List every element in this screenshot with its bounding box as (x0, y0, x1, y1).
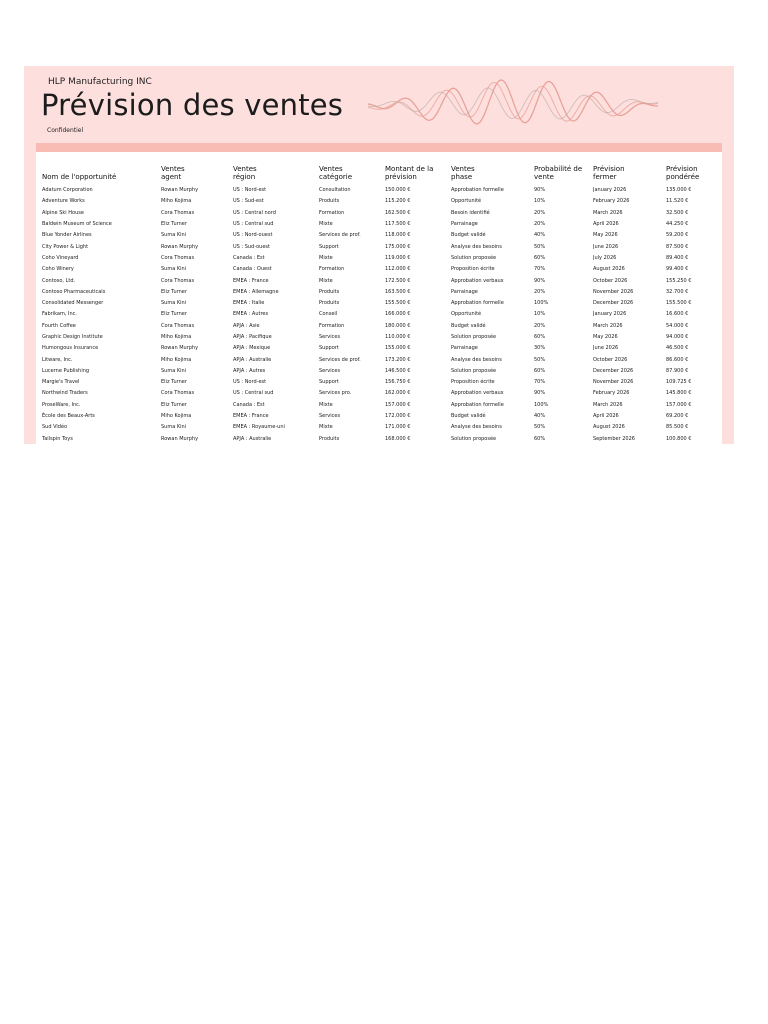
cell-sales-category: Produits (319, 435, 340, 442)
cell-sale-probability: 50% (534, 424, 546, 431)
cell-sales-category: Services pro. (319, 390, 352, 397)
cell-sales-category: Services de prof. (319, 356, 361, 363)
cell-sales-phase: Proposition écrite (451, 266, 495, 273)
cell-weighted-forecast: 69.200 € (666, 413, 689, 420)
cell-sales-region: APJA : Pacifique (233, 334, 272, 340)
cell-sales-phase: Analyse des besoins (451, 243, 502, 250)
table-row (42, 309, 717, 320)
cell-forecast-close: November 2026 (593, 288, 634, 295)
cell-sale-probability: 20% (534, 288, 546, 295)
cell-sales-category: Consultation (319, 187, 351, 194)
cell-weighted-forecast: 155.250 € (666, 277, 692, 284)
cell-sales-region: US : Sud-est (233, 198, 264, 205)
cell-opportunity-name: Fabrikam, Inc. (42, 311, 78, 318)
cell-forecast-close: November 2026 (593, 379, 634, 386)
cell-sales-region: US : Nord-ouest (233, 232, 273, 239)
cell-sales-region: Canada : Est (233, 401, 265, 408)
cell-forecast-close: May 2026 (593, 232, 618, 239)
cell-sales-agent: Cora Thomas (161, 209, 195, 216)
cell-forecast-close: March 2026 (593, 209, 623, 216)
cell-forecast-amount: 117.500 € (385, 221, 411, 228)
column-header-line: pondérée (666, 172, 700, 181)
cell-forecast-amount: 157.000 € (385, 401, 411, 408)
cell-sales-phase: Opportunité (451, 198, 482, 205)
cell-sales-phase: Approbation formelle (451, 300, 504, 307)
cell-forecast-close: March 2026 (593, 322, 623, 329)
column-header-line: phase (451, 172, 473, 181)
cell-sale-probability: 60% (534, 334, 546, 340)
cell-sales-phase: Approbation formelle (451, 187, 504, 194)
cell-opportunity-name: Adatum Corporation (42, 187, 93, 194)
cell-sales-phase: Parrainage (451, 221, 478, 228)
cell-weighted-forecast: 155.500 € (666, 300, 692, 307)
cell-sales-region: EMEA : Allemagne (233, 288, 279, 295)
cell-forecast-amount: 168.000 € (385, 435, 411, 442)
table-row (42, 343, 717, 354)
cell-sales-agent: Rowan Murphy (161, 435, 199, 442)
cell-weighted-forecast: 46.500 € (666, 345, 689, 352)
cell-forecast-close: February 2026 (593, 390, 630, 397)
cell-opportunity-name: Litware, Inc. (42, 356, 73, 363)
cell-opportunity-name: City Power & Light (42, 243, 89, 250)
cell-weighted-forecast: 135.000 € (666, 187, 692, 194)
cell-sales-agent: Miho Kojima (161, 198, 192, 205)
cell-sales-agent: Cora Thomas (161, 322, 195, 329)
cell-opportunity-name: Baldwin Museum of Science (42, 221, 112, 228)
cell-weighted-forecast: 54.000 € (666, 322, 689, 329)
cell-weighted-forecast: 16.600 € (666, 311, 689, 318)
cell-forecast-amount: 166.000 € (385, 311, 411, 318)
table-row (42, 230, 717, 241)
cell-sales-agent: Rowan Murphy (161, 345, 199, 352)
table-row (42, 411, 717, 422)
column-header-line: région (233, 172, 256, 181)
cell-forecast-close: July 2026 (593, 254, 617, 261)
column-header-forecast-amount (385, 159, 451, 185)
table-row (42, 377, 717, 388)
column-header-line: fermer (593, 172, 617, 181)
cell-forecast-amount: 112.000 € (385, 266, 411, 273)
cell-sales-category: Formation (319, 322, 345, 329)
cell-opportunity-name: École des Beaux-Arts (42, 413, 95, 420)
cell-sales-agent: Eliz Turner (161, 401, 187, 408)
cell-sales-agent: Cora Thomas (161, 254, 195, 261)
column-header-sales-region (233, 159, 319, 185)
cell-forecast-amount: 118.000 € (385, 232, 411, 239)
cell-opportunity-name: Blue Yonder Airlines (42, 232, 92, 239)
cell-opportunity-name: Coho Winery (42, 266, 74, 273)
cell-weighted-forecast: 89.400 € (666, 254, 689, 261)
column-header-line: Prévision (666, 165, 698, 173)
cell-opportunity-name: Coho Vineyard (42, 254, 79, 261)
cell-forecast-close: January 2026 (593, 311, 627, 318)
cell-forecast-amount: 171.000 € (385, 424, 411, 431)
cell-sales-phase: Budget validé (451, 413, 486, 420)
cell-forecast-amount: 150.000 € (385, 187, 411, 194)
cell-sales-phase: Solution proposée (451, 367, 497, 374)
cell-sales-region: EMEA : Royaume-uni (233, 424, 285, 431)
cell-weighted-forecast: 86.600 € (666, 356, 689, 363)
cell-sales-region: US : Central sud (233, 221, 274, 228)
cell-sales-agent: Miho Kojima (161, 334, 192, 340)
cell-forecast-close: June 2026 (593, 345, 619, 352)
cell-forecast-amount: 172.000 € (385, 413, 411, 420)
cell-weighted-forecast: 100.800 € (666, 435, 692, 442)
cell-sales-region: EMEA : Italie (233, 300, 265, 307)
cell-sales-agent: Rowan Murphy (161, 187, 199, 194)
cell-opportunity-name: Lucerne Publishing (42, 367, 90, 374)
cell-sales-region: US : Central nord (233, 209, 276, 216)
table-row (42, 208, 717, 219)
cell-forecast-amount: 115.200 € (385, 198, 411, 205)
cell-weighted-forecast: 11.520 € (666, 198, 689, 205)
cell-sales-phase: Besoin identifié (451, 209, 490, 216)
cell-forecast-amount: 119.000 € (385, 254, 411, 261)
cell-sales-category: Services de prof. (319, 232, 361, 239)
cell-sales-agent: Cora Thomas (161, 277, 195, 284)
cell-opportunity-name: Graphic Design Institute (42, 334, 103, 340)
cell-sales-agent: Suma Kini (161, 232, 187, 239)
cell-sales-category: Conseil (319, 311, 338, 318)
cell-sale-probability: 10% (534, 198, 546, 205)
cell-weighted-forecast: 59.200 € (666, 232, 689, 239)
cell-sales-category: Produits (319, 288, 340, 295)
cell-sales-category: Support (319, 243, 339, 250)
cell-weighted-forecast: 85.500 € (666, 424, 689, 431)
column-header-sales-agent (161, 159, 233, 185)
cell-forecast-close: April 2026 (593, 221, 619, 228)
table-row (42, 354, 717, 365)
cell-sales-category: Mixte (319, 254, 333, 261)
cell-sales-category: Formation (319, 266, 345, 273)
cell-sales-phase: Budget validé (451, 322, 486, 329)
cell-opportunity-name: Consolidated Messenger (42, 300, 104, 307)
cell-sales-phase: Approbation verbaux (451, 390, 504, 397)
cell-opportunity-name: Alpine Ski House (42, 209, 84, 216)
cell-opportunity-name: Sud Vidéo (42, 424, 68, 431)
column-header-sales-phase (451, 159, 534, 185)
cell-sales-agent: Suma Kini (161, 300, 187, 307)
forecast-table (42, 159, 717, 445)
table-row (42, 275, 717, 286)
cell-sale-probability: 60% (534, 435, 546, 442)
cell-sales-phase: Parrainage (451, 345, 478, 352)
cell-forecast-amount: 146.500 € (385, 367, 411, 374)
column-header-line: catégorie (319, 172, 353, 181)
cell-forecast-close: August 2026 (593, 424, 625, 431)
table-row (42, 422, 717, 433)
cell-forecast-amount: 175.000 € (385, 243, 411, 250)
cell-forecast-amount: 172.500 € (385, 277, 411, 284)
cell-sales-category: Services (319, 413, 341, 420)
table-row (42, 388, 717, 399)
cell-weighted-forecast: 32.700 € (666, 288, 689, 295)
column-header-forecast-close (593, 159, 666, 185)
table-row (42, 321, 717, 332)
confidential-label: Confidentiel (47, 127, 84, 134)
table-row (42, 400, 717, 411)
cell-weighted-forecast: 87.500 € (666, 243, 689, 250)
table-row (42, 264, 717, 275)
cell-sales-agent: Eliz Turner (161, 221, 187, 228)
table-row (42, 241, 717, 252)
cell-sales-category: Mixte (319, 277, 333, 284)
cell-sales-phase: Solution proposée (451, 435, 497, 442)
cell-forecast-amount: 110.000 € (385, 334, 411, 340)
cell-sales-agent: Suma Kini (161, 266, 187, 273)
cell-sales-region: Canada : Ouest (233, 266, 272, 273)
table-row (42, 298, 717, 309)
cell-sales-category: Mixte (319, 221, 333, 228)
cell-opportunity-name: Tailspin Toys (42, 435, 73, 442)
cell-sales-category: Support (319, 379, 339, 386)
cell-sales-region: EMEA : France (233, 277, 269, 284)
cell-sale-probability: 100% (534, 300, 549, 307)
cell-sales-category: Formation (319, 209, 345, 216)
column-header-line: Montant de la (385, 165, 434, 173)
cell-opportunity-name: Humongous Insurance (42, 345, 99, 352)
cell-forecast-amount: 155.000 € (385, 345, 411, 352)
cell-weighted-forecast: 94.000 € (666, 334, 689, 340)
cell-weighted-forecast: 99.400 € (666, 266, 689, 273)
table-header-row (42, 159, 717, 185)
cell-sales-category: Services (319, 334, 341, 340)
cell-forecast-close: October 2026 (593, 277, 628, 284)
table-row (42, 434, 717, 445)
cell-forecast-amount: 162.000 € (385, 390, 411, 397)
column-header-line: Ventes (319, 165, 343, 173)
cell-forecast-close: September 2026 (593, 435, 635, 442)
cell-forecast-close: April 2026 (593, 413, 619, 420)
cell-sale-probability: 20% (534, 209, 546, 216)
cell-sales-phase: Budget validé (451, 232, 486, 239)
cell-weighted-forecast: 157.000 € (666, 401, 692, 408)
cell-sales-region: APJA : Asie (233, 322, 260, 329)
column-header-line: vente (534, 172, 554, 181)
cell-sale-probability: 70% (534, 266, 546, 273)
cell-weighted-forecast: 87.900 € (666, 367, 689, 374)
cell-sales-category: Support (319, 345, 339, 352)
page-title: Prévision des ventes (41, 88, 344, 122)
cell-forecast-close: August 2026 (593, 266, 625, 273)
column-header-line: Probabilité de (534, 165, 583, 173)
column-header-sale-probability (534, 159, 593, 185)
cell-sales-agent: Eliz Turner (161, 379, 187, 386)
forecast-table-container (36, 152, 722, 444)
cell-sale-probability: 40% (534, 413, 546, 420)
cell-sale-probability: 90% (534, 277, 546, 284)
table-body (42, 185, 717, 445)
column-header-line: Ventes (451, 165, 475, 173)
table-row (42, 287, 717, 298)
cell-sales-phase: Proposition écrite (451, 379, 495, 386)
cell-sales-region: APJA : Autres (233, 367, 266, 374)
cell-sales-agent: Miho Kojima (161, 356, 192, 363)
cell-sale-probability: 30% (534, 345, 546, 352)
cell-sales-region: APJA : Australie (233, 356, 272, 363)
cell-sales-category: Services (319, 367, 341, 374)
cell-forecast-amount: 180.000 € (385, 322, 411, 329)
cell-sales-phase: Analyse des besoins (451, 356, 502, 363)
column-header-line: Prévision (593, 165, 625, 173)
column-header-sales-category (319, 159, 385, 185)
cell-sales-agent: Eliz Turner (161, 288, 187, 295)
cell-opportunity-name: ProseWare, Inc. (42, 401, 81, 408)
cell-forecast-amount: 155.500 € (385, 300, 411, 307)
cell-sale-probability: 40% (534, 232, 546, 239)
cell-sales-region: US : Central sud (233, 390, 274, 397)
cell-sale-probability: 60% (534, 367, 546, 374)
cell-sales-agent: Suma Kini (161, 424, 187, 431)
cell-sale-probability: 20% (534, 221, 546, 228)
cell-forecast-amount: 156.750 € (385, 379, 411, 386)
column-header-line: agent (161, 172, 182, 181)
table-row (42, 253, 717, 264)
cell-forecast-close: December 2026 (593, 300, 634, 307)
table-row (42, 332, 717, 343)
cell-sales-phase: Analyse des besoins (451, 424, 502, 431)
cell-sales-region: APJA : Mexique (233, 345, 271, 352)
cell-sale-probability: 50% (534, 243, 546, 250)
column-header-opportunity-name (42, 159, 161, 185)
cell-sale-probability: 10% (534, 311, 546, 318)
cell-sales-phase: Solution proposée (451, 334, 497, 340)
header-band (36, 143, 722, 152)
cell-forecast-close: January 2026 (593, 187, 627, 194)
cell-sales-region: EMEA : Autres (233, 311, 269, 318)
decorative-waves-graphic (368, 70, 658, 132)
cell-sales-phase: Approbation verbaux (451, 277, 504, 284)
cell-forecast-close: December 2026 (593, 367, 634, 374)
cell-forecast-close: March 2026 (593, 401, 623, 408)
cell-sale-probability: 70% (534, 379, 546, 386)
cell-sale-probability: 90% (534, 390, 546, 397)
cell-sales-agent: Suma Kini (161, 367, 187, 374)
cell-sales-region: US : Sud-ouest (233, 243, 270, 250)
cell-sales-region: US : Nord-est (233, 187, 267, 194)
forecast-sheet (24, 66, 734, 444)
table-row (42, 185, 717, 196)
cell-sales-phase: Solution proposée (451, 254, 497, 261)
cell-opportunity-name: Fourth Coffee (42, 322, 76, 329)
cell-weighted-forecast: 145.800 € (666, 390, 692, 397)
cell-sale-probability: 20% (534, 322, 546, 329)
cell-opportunity-name: Contoso Pharmaceuticals (42, 288, 106, 295)
column-header-line: Nom de l'opportunité (42, 172, 117, 181)
cell-forecast-amount: 163.500 € (385, 288, 411, 295)
cell-weighted-forecast: 44.250 € (666, 221, 689, 228)
cell-weighted-forecast: 32.500 € (666, 209, 689, 216)
cell-sale-probability: 100% (534, 401, 549, 408)
cell-sales-agent: Miho Kojima (161, 413, 192, 420)
cell-forecast-amount: 173.200 € (385, 356, 411, 363)
cell-sales-region: APJA : Australie (233, 435, 272, 442)
cell-forecast-close: May 2026 (593, 334, 618, 340)
cell-sales-agent: Rowan Murphy (161, 243, 199, 250)
cell-sales-category: Produits (319, 198, 340, 205)
cell-sales-phase: Parrainage (451, 288, 478, 295)
cell-sales-phase: Approbation formelle (451, 401, 504, 408)
cell-opportunity-name: Adventure Works (42, 198, 85, 205)
cell-forecast-close: October 2026 (593, 356, 628, 363)
table-row (42, 366, 717, 377)
cell-opportunity-name: Contoso, Ltd. (42, 277, 76, 284)
cell-sales-region: Canada : Est (233, 254, 265, 261)
cell-forecast-amount: 162.500 € (385, 209, 411, 216)
cell-sales-phase: Opportunité (451, 311, 482, 318)
cell-sales-region: EMEA : France (233, 413, 269, 420)
table-row (42, 196, 717, 207)
cell-sales-agent: Eliz Turner (161, 311, 187, 318)
column-header-weighted-forecast (666, 159, 717, 185)
company-name: HLP Manufacturing INC (48, 77, 152, 87)
cell-sales-category: Mixte (319, 401, 333, 408)
cell-sale-probability: 60% (534, 254, 546, 261)
cell-sales-category: Mixte (319, 424, 333, 431)
column-header-line: Ventes (233, 165, 257, 173)
cell-sales-agent: Cora Thomas (161, 390, 195, 397)
cell-opportunity-name: Northwind Traders (42, 390, 88, 397)
cell-weighted-forecast: 109.725 € (666, 379, 692, 386)
table-row (42, 219, 717, 230)
cell-forecast-close: June 2026 (593, 243, 619, 250)
cell-sale-probability: 90% (534, 187, 546, 194)
column-header-line: Ventes (161, 165, 185, 173)
cell-forecast-close: February 2026 (593, 198, 630, 205)
cell-opportunity-name: Margie's Travel (42, 379, 80, 386)
cell-sale-probability: 50% (534, 356, 546, 363)
cell-sales-region: US : Nord-est (233, 379, 267, 386)
cell-sales-category: Produits (319, 300, 340, 307)
column-header-line: prévision (385, 172, 417, 181)
